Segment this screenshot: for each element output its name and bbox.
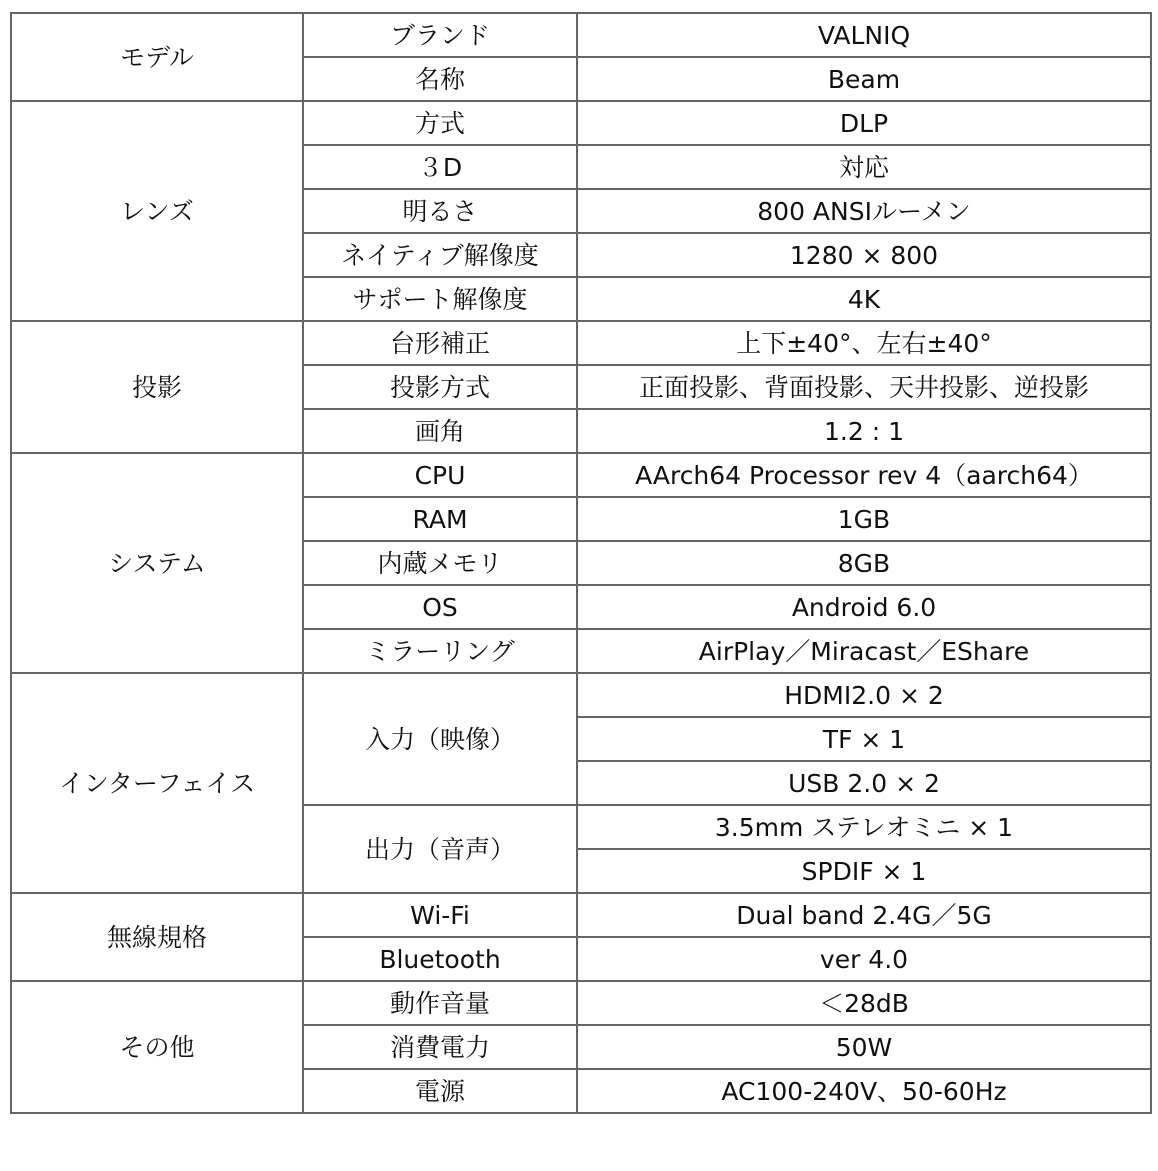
category-cell: 投影 [11,321,303,453]
value-cell: 1.2 : 1 [577,409,1151,453]
value-cell: 対応 [577,145,1151,189]
item-cell: 入力（映像） [303,673,577,805]
table-row [11,101,1151,145]
value-cell: SPDIF × 1 [577,849,1151,893]
item-cell: 明るさ [303,189,577,233]
item-cell: 電源 [303,1069,577,1113]
value-cell: Android 6.0 [577,585,1151,629]
value-cell: Dual band 2.4G／5G [577,893,1151,937]
category-cell: レンズ [11,101,303,321]
item-cell: ミラーリング [303,629,577,673]
value-cell: VALNIQ [577,13,1151,57]
item-cell: ブランド [303,13,577,57]
category-cell: モデル [11,13,303,101]
value-cell: 50W [577,1025,1151,1069]
item-cell: CPU [303,453,577,497]
table-row [11,893,1151,937]
value-cell: 正面投影、背面投影、天井投影、逆投影 [577,365,1151,409]
table-row [11,13,1151,57]
category-cell: 無線規格 [11,893,303,981]
value-cell: AC100-240V、50-60Hz [577,1069,1151,1113]
category-cell: システム [11,453,303,673]
value-cell: 8GB [577,541,1151,585]
item-cell: 動作音量 [303,981,577,1025]
value-cell: ＜28dB [577,981,1151,1025]
table-row [11,453,1151,497]
value-cell: Beam [577,57,1151,101]
value-cell: 3.5mm ステレオミニ × 1 [577,805,1151,849]
category-cell: その他 [11,981,303,1113]
item-cell: 名称 [303,57,577,101]
item-cell: 台形補正 [303,321,577,365]
item-cell: ３D [303,145,577,189]
item-cell: Wi-Fi [303,893,577,937]
table-row [11,981,1151,1025]
value-cell: DLP [577,101,1151,145]
table-row [11,321,1151,365]
value-cell: USB 2.0 × 2 [577,761,1151,805]
item-cell: 内蔵メモリ [303,541,577,585]
value-cell: 4K [577,277,1151,321]
value-cell: 800 ANSIルーメン [577,189,1151,233]
value-cell: 1280 × 800 [577,233,1151,277]
item-cell: 投影方式 [303,365,577,409]
item-cell: 方式 [303,101,577,145]
value-cell: AArch64 Processor rev 4（aarch64） [577,453,1151,497]
table-row [11,673,1151,717]
item-cell: サポート解像度 [303,277,577,321]
item-cell: 消費電力 [303,1025,577,1069]
spec-table-body [11,13,1151,1113]
spec-table [10,12,1152,1114]
item-cell: 画角 [303,409,577,453]
item-cell: 出力（音声） [303,805,577,893]
value-cell: ver 4.0 [577,937,1151,981]
value-cell: AirPlay／Miracast／EShare [577,629,1151,673]
category-cell: インターフェイス [11,673,303,893]
value-cell: TF × 1 [577,717,1151,761]
item-cell: Bluetooth [303,937,577,981]
value-cell: 1GB [577,497,1151,541]
value-cell: HDMI2.0 × 2 [577,673,1151,717]
item-cell: OS [303,585,577,629]
item-cell: RAM [303,497,577,541]
item-cell: ネイティブ解像度 [303,233,577,277]
value-cell: 上下±40°、左右±40° [577,321,1151,365]
